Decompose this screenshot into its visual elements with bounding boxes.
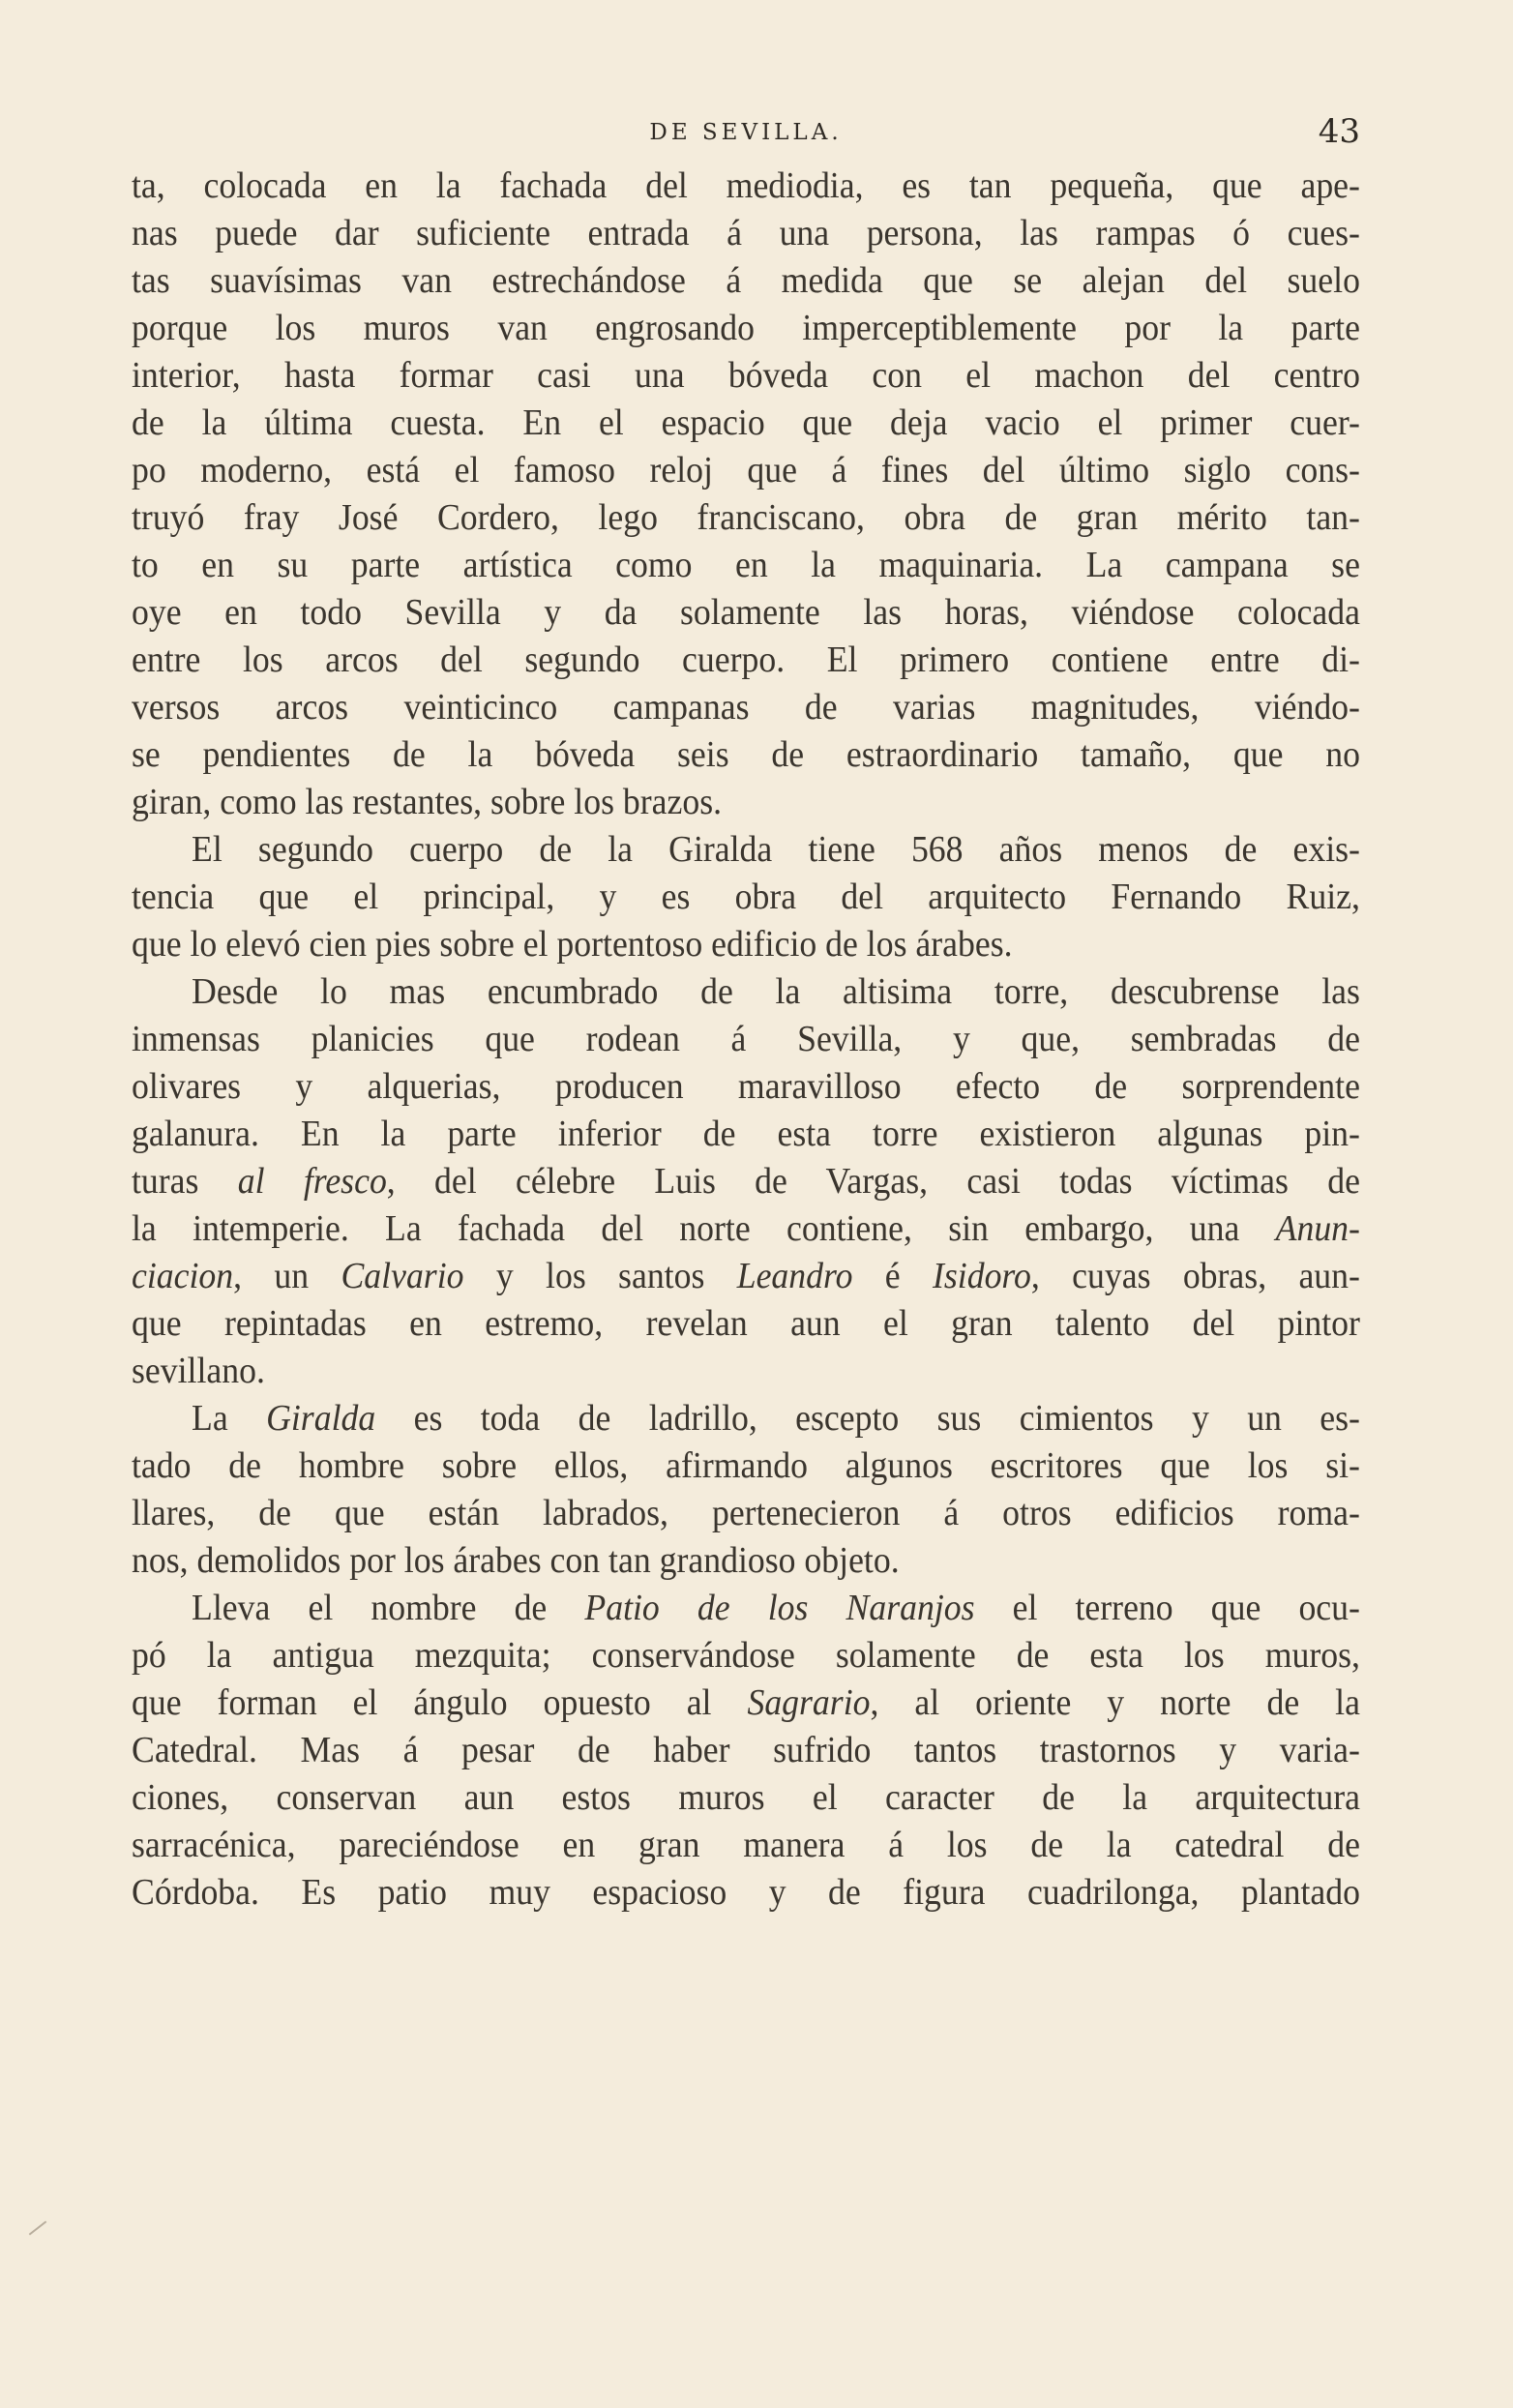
- text-line: po moderno, está el famoso reloj que á fines del último siglo cons-: [132, 450, 1360, 491]
- text-line: El segundo cuerpo de la Giralda tiene 568 años menos de exis-: [192, 829, 1360, 870]
- text-line: tencia que el principal, y es obra del arquitecto Fernando Ruiz,: [132, 877, 1360, 917]
- text-line: oye en todo Sevilla y da solamente las horas, viéndose colocada: [132, 592, 1360, 633]
- text-line: ta, colocada en la fachada del mediodia, es tan pequeña, que ape-: [132, 165, 1360, 206]
- page-header: [132, 110, 1360, 155]
- text-line: tado de hombre sobre ellos, afirmando algunos escritores que los si-: [132, 1445, 1360, 1486]
- text-line: olivares y alquerias, producen maravilloso efecto de sorprendente: [132, 1066, 1360, 1107]
- text-line: tas suavísimas van estrechándose á medida que se alejan del suelo: [132, 260, 1360, 301]
- body-text: [132, 163, 1360, 1917]
- text-line: porque los muros van engrosando imperceptiblemente por la parte: [132, 308, 1360, 348]
- text-line: Córdoba. Es patio muy espacioso y de figura cuadrilonga, plantado: [132, 1872, 1360, 1913]
- text-line: se pendientes de la bóveda seis de estraordinario tamaño, que no: [132, 734, 1360, 775]
- text-line: nas puede dar suficiente entrada á una persona, las rampas ó cues-: [132, 213, 1360, 253]
- text-line: ciones, conservan aun estos muros el caracter de la arquitectura: [132, 1777, 1360, 1818]
- page-number: 43: [1318, 112, 1360, 151]
- text-line: Desde lo mas encumbrado de la altisima torre, descubrense las: [192, 971, 1360, 1012]
- text-line: Catedral. Mas á pesar de haber sufrido tantos trastornos y varia-: [132, 1730, 1360, 1770]
- text-line: de la última cuesta. En el espacio que deja vacio el primer cuer-: [132, 402, 1360, 443]
- text-line: inmensas planicies que rodean á Sevilla, y que, sembradas de: [132, 1019, 1360, 1059]
- text-line: versos arcos veinticinco campanas de varias magnitudes, viéndo-: [132, 687, 1360, 728]
- text-line: sarracénica, pareciéndose en gran manera á los de la catedral de: [132, 1825, 1360, 1865]
- text-line: giran, como las restantes, sobre los brazos.: [132, 782, 723, 822]
- text-line: galanura. En la parte inferior de esta torre existieron algunas pin-: [132, 1114, 1360, 1154]
- stray-pencil-mark: [29, 2220, 47, 2235]
- text-line: que repintadas en estremo, revelan aun el gran talento del pintor: [132, 1303, 1360, 1344]
- text-line: que lo elevó cien pies sobre el portentoso edificio de los árabes.: [132, 924, 1013, 965]
- text-line: sevillano.: [132, 1351, 265, 1391]
- text-line: llares, de que están labrados, pertenecieron á otros edificios roma-: [132, 1493, 1360, 1533]
- text-line: pó la antigua mezquita; conservándose solamente de esta los muros,: [132, 1635, 1360, 1676]
- text-line: la intemperie. La fachada del norte contiene, sin embargo, una Anun-: [132, 1208, 1360, 1249]
- text-line: truyó fray José Cordero, lego franciscano, obra de gran mérito tan-: [132, 497, 1360, 538]
- text-line: interior, hasta formar casi una bóveda con el machon del centro: [132, 355, 1360, 396]
- text-line: La Giralda es toda de ladrillo, escepto sus cimientos y un es-: [192, 1398, 1360, 1439]
- running-head: DE SEVILLA.: [649, 120, 843, 145]
- text-line: to en su parte artística como en la maquinaria. La campana se: [132, 545, 1360, 585]
- text-line: que forman el ángulo opuesto al Sagrario, al oriente y norte de la: [132, 1682, 1360, 1723]
- text-line: nos, demolidos por los árabes con tan grandioso objeto.: [132, 1540, 900, 1581]
- text-line: Lleva el nombre de Patio de los Naranjos el terreno que ocu-: [192, 1588, 1360, 1628]
- text-line: ciacion, un Calvario y los santos Leandro é Isidoro, cuyas obras, aun-: [132, 1256, 1360, 1296]
- text-line: turas al fresco, del célebre Luis de Vargas, casi todas víctimas de: [132, 1161, 1360, 1202]
- text-line: entre los arcos del segundo cuerpo. El primero contiene entre di-: [132, 639, 1360, 680]
